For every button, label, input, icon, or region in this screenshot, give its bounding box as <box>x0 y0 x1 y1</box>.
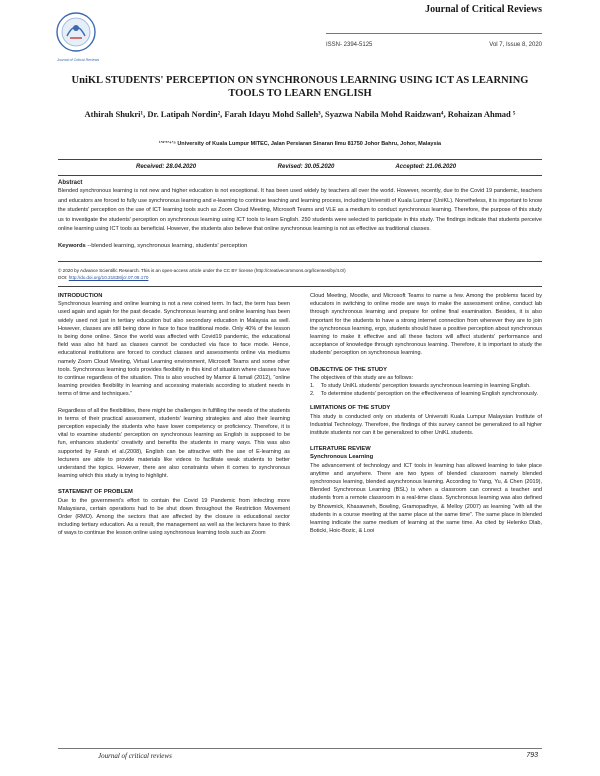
literature-review-heading: LITERATURE REVIEW <box>310 446 371 453</box>
limitations-paragraph: This study is conducted only on students of Universiti Kuala Lumpur Malaysian Institute of Industrial Technology. Therefore, the findings of this survey cannot be generalized to all higher institute students nor can it be generalized to other UniKL students. <box>310 413 542 437</box>
authors: Athirah Shukri¹, Dr. Latipah Nordin², Farah Idayu Mohd Salleh³, Syazwa Nabila Mohd Raidzwan⁴, Rohaizan Ahmad ⁵ <box>84 109 516 119</box>
keywords-label: Keywords <box>58 243 86 249</box>
footer-divider <box>58 748 542 749</box>
literature-review-paragraph: The advancement of technology and ICT tools in learning has allowed learning to take place anytime and anywhere. There are two types of blended classroom namely blended synchronous learning, blended asynchronous learning. According to Yang, Yu, & Chen (2019), Blended Synchronous Learning (BSL) is when a classroom can connect a teacher and students from a remote classroom in a real-time class. Synchronous learning was also defined by Bhowmick, Khasawneh, Bowling, Gramopadhye, & Melloy (2007) as learning “with all the students in a course meeting at the same place at the same time”. The same place in blended learning indicate the same medium of learning at the same time. As cited by Helenko Dlab, Boticki, Hoic-Bozic, & Looi <box>310 462 542 535</box>
introduction-paragraph-2: Regardless of all the flexibilities, there might be challenges in fulfilling the needs of the students in terms of their practical assessment, students' learning strategies and also their learning perception especially the students who have lower competency or proficiency. Therefore, it is vital to examine students' perception on synchronous learning as English is supposed to be fun, enhances students' creativity and benefits the students in many ways. This was also supported by Farah et al.(2008), English can be attractive with the use of E-learning as lecturers are able to provide materials like videos to facilitate weak students to better understand the topics. However, there are also constraints when it comes to synchronous learning which this study is trying to highlight. <box>58 407 290 480</box>
keywords-text: --blended learning, synchronous learning, students' perception <box>87 243 248 249</box>
affiliation: ¹ʼ²ʼ³ʼ⁴ʼ⁵ University of Kuala Lumpur MITEC, Jalan Persiaran Sinaran Ilmu 81750 Johor Bahru, Johor, Malaysia <box>158 141 442 147</box>
objective-item: 2. To determine students' perception on the effectiveness of learning English synchronously. <box>310 391 539 398</box>
abstract-text: Blended synchronous learning is not new and higher education is not exceptional. It has been used widely by teachers all over the world. However, recently, due to the Covid 19 pandemic, teachers and educators are forced to fully use synchronous learning and e-learning to continue teaching and learning process, including Universiti of Kuala Lumpur (UniKL). Nonetheless, it is important to know the students' perception on the use of ICT learning tools such as Zoom Cloud Meeting, Microsoft Teams and VLE as a medium to conduct synchronous learning. Therefore, the purpose of this study us to investigate the students' perception on synchronous learning using ICT tools to learn English. 250 students were selected to participate in this study. The findings indicate that students perceive online learning using ICT tools as beneficial. However, the students also believe that online synchronous learning is not as effective as traditional classes. <box>58 188 542 233</box>
synchronous-learning-subheading: Synchronous Learning <box>310 454 374 461</box>
copyright-block <box>58 267 542 281</box>
limitations-heading: LIMITATIONS OF THE STUDY <box>310 405 391 412</box>
problem-paragraph: Due to the government's effort to contain the Covid 19 Pandemic from infecting more Malaysians, certain operations had to be shut down throughout the Restriction Movement Order (RMO). Among the sectors that are affected by the closure is educational sector including tertiary education. As a result, the management as well as the lecturers have to think of ways to continue the lesson online using synchronous learning tools such as Zoom <box>58 497 290 537</box>
header-divider <box>326 33 542 34</box>
page-number: 793 <box>526 752 538 759</box>
issn: ISSN- 2394-5125 <box>326 42 373 48</box>
copyright-rule <box>58 286 542 287</box>
doi-label: DOI: <box>58 275 68 280</box>
copyright-text: © 2020 by Advance Scientific Research. This is an open-access article under the CC BY license (http://creativecommons.org/licenses/by/4.0/) <box>58 268 346 273</box>
objective-item: 1. To study UniKL students' perception towards synchronous learning in learning English. <box>310 383 531 390</box>
journal-title: Journal of Critical Reviews <box>425 4 542 15</box>
doi-link[interactable]: http://dx.doi.org/10.31838/jcr.07.08.170 <box>68 275 149 280</box>
revised-date: Revised: 30.05.2020 <box>277 164 335 170</box>
dates-bottom-rule <box>58 175 542 176</box>
received-date: Received: 28.04.2020 <box>136 164 197 170</box>
footer-journal: Journal of critical reviews <box>98 752 172 760</box>
left-column <box>58 292 290 546</box>
keywords <box>58 243 542 249</box>
dates-row <box>136 164 456 170</box>
logo-caption: Journal of Critical Reviews <box>56 58 100 62</box>
journal-logo-icon <box>50 8 102 60</box>
objective-list <box>310 382 542 398</box>
dates-top-rule <box>58 159 542 160</box>
accepted-date: Accepted: 21.06.2020 <box>395 164 457 170</box>
problem-heading: STATEMENT OF PROBLEM <box>58 489 133 496</box>
problem-continued-paragraph: Cloud Meeting, Moodle, and Microsoft Teams to name a few. Among the problems faced by educators in switching to online mode are ways to make the assessment online, conduct lab through synchronous learning and prepare for online final examination. Besides, it is also important for the students to have a strong internet connection from wherever they are to join the synchronous learning, ergo, students should have a positive perception about synchronous learning to make it effective and all these factors will affect students' performance and acceptance of knowledge through synchronous learning. Therefore, it is important to study the students' perception on synchronous learning. <box>310 293 542 357</box>
right-column <box>310 292 542 543</box>
volume-issue: Vol 7, Issue 8, 2020 <box>489 42 542 48</box>
introduction-heading: INTRODUCTION <box>58 293 103 299</box>
objective-heading: OBJECTIVE OF THE STUDY <box>310 366 387 373</box>
objective-intro: The objectives of this study are as follows: <box>310 374 414 381</box>
introduction-paragraph-1: Synchronous learning and online learning is not a new coined term. In fact, the term has been used again and again for the past decade. Synchronous learning and online learning has been widely used not just in tertiary education but also secondary education in Malaysia as well. However, classes are still being done in face to face traditional mode. Only 40% of the lesson is being done online. Since the world was affected with Covid19 pandemic, the educational field was also hit hard as classes cannot be conducted via face to face mode. Hence, educational institutions are forced to conduct classes and assessments online via mediums namely Zoom Cloud Meeting, Virtual Learning environment, Microsoft Teams and some other tools. Synchronous learning tools provides flexibility in this kind of situation where classes have to continue regardless of the situation. This is also vouched by Mamor & Ismail (2012), “online learning provides flexibility in learning and accessing materials according to student needs in terms of time and techniques.” <box>58 301 290 398</box>
abstract-heading: Abstract <box>58 180 83 186</box>
keywords-rule <box>58 261 542 262</box>
paper-title: UniKL STUDENTS' PERCEPTION ON SYNCHRONOUS LEARNING USING ICT AS LEARNING TOOLS TO LEARN ENGLISH <box>71 75 529 99</box>
